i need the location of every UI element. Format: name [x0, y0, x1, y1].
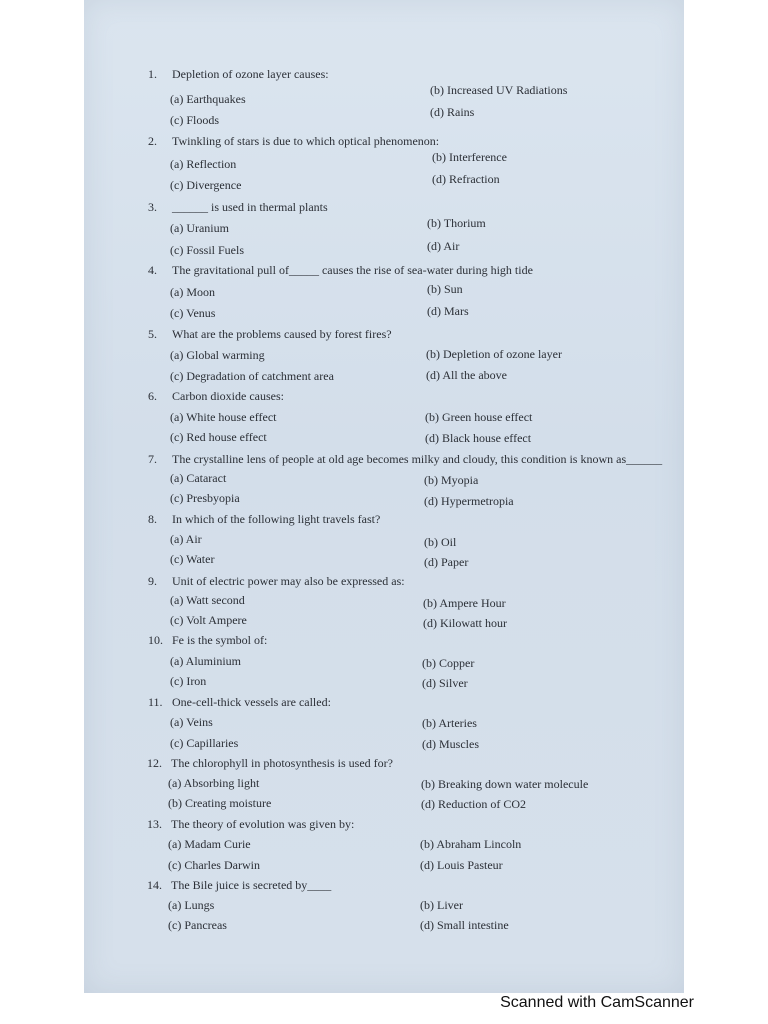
option-d: (d) Mars	[427, 304, 469, 318]
question-text: Unit of electric power may also be expressed as:	[172, 574, 405, 588]
question-number: 10.	[148, 633, 163, 647]
option-b: (b) Thorium	[427, 216, 486, 230]
option-b: (b) Copper	[422, 656, 475, 670]
question-7	[148, 452, 673, 466]
question-text: In which of the following light travels fast?	[172, 512, 381, 526]
question-text: The gravitational pull of_____ causes the rise of sea-water during high tide	[172, 263, 533, 277]
option-d: (d) Silver	[422, 676, 468, 690]
option-d: (d) Muscles	[422, 737, 479, 751]
option-c: (c) Capillaries	[170, 736, 239, 750]
question-text: Carbon dioxide causes:	[172, 389, 284, 403]
option-b: (b) Liver	[420, 898, 463, 912]
question-6	[148, 389, 673, 403]
option-a: (a) Lungs	[168, 898, 215, 912]
option-d: (d) Small intestine	[420, 918, 509, 932]
option-c: (c) Pancreas	[168, 918, 227, 932]
option-c: (c) Volt Ampere	[170, 613, 247, 627]
option-c: (c) Fossil Fuels	[170, 243, 245, 257]
option-b: (b) Increased UV Radiations	[430, 83, 568, 97]
question-number: 4.	[148, 263, 157, 277]
question-number: 2.	[148, 134, 157, 148]
option-d: (d) Kilowatt hour	[423, 616, 507, 630]
option-d: (d) Paper	[424, 555, 469, 569]
question-5	[148, 327, 673, 341]
option-b: (b) Ampere Hour	[423, 596, 506, 610]
option-a: (a) Watt second	[170, 593, 245, 607]
option-a: (a) White house effect	[170, 410, 277, 424]
option-a: (a) Cataract	[170, 471, 227, 485]
question-number: 8.	[148, 512, 157, 526]
option-d: (d) Refraction	[432, 172, 500, 186]
question-number: 14.	[147, 878, 162, 892]
question-3	[148, 200, 673, 214]
option-d: (d) Louis Pasteur	[420, 858, 503, 872]
option-c: (c) Charles Darwin	[168, 858, 260, 872]
question-text: The Bile juice is secreted by____	[171, 878, 332, 892]
option-b: (b) Myopia	[424, 473, 479, 487]
option-c: (c) Venus	[170, 306, 216, 320]
option-a: (a) Reflection	[170, 157, 237, 171]
option-b: (b) Breaking down water molecule	[421, 777, 589, 791]
question-number: 5.	[148, 327, 157, 341]
option-a: (a) Aluminium	[170, 654, 241, 668]
option-c: (c) Red house effect	[170, 430, 267, 444]
scanned-page	[84, 0, 684, 993]
option-d: (d) Hypermetropia	[424, 494, 514, 508]
question-text: The chlorophyll in photosynthesis is used for?	[171, 756, 393, 770]
question-number: 12.	[147, 756, 162, 770]
question-text: The crystalline lens of people at old age becomes milky and cloudy, this condition is known as______	[172, 452, 663, 466]
option-d: (d) Black house effect	[425, 431, 532, 445]
option-d: (d) Rains	[430, 105, 475, 119]
option-a: (a) Madam Curie	[168, 837, 251, 851]
option-a: (a) Air	[170, 532, 202, 546]
question-text: ______ is used in thermal plants	[172, 200, 328, 214]
option-b: (b) Depletion of ozone layer	[426, 347, 562, 361]
option-b: (b) Sun	[427, 282, 463, 296]
question-number: 6.	[148, 389, 157, 403]
question-text: Fe is the symbol of:	[172, 633, 268, 647]
question-number: 13.	[147, 817, 162, 831]
question-14	[147, 878, 672, 892]
question-12	[147, 756, 672, 770]
question-text: The theory of evolution was given by:	[171, 817, 355, 831]
question-9	[148, 574, 673, 588]
option-d: (d) All the above	[426, 368, 507, 382]
question-text: One-cell-thick vessels are called:	[172, 695, 331, 709]
option-b: (b) Interference	[432, 150, 507, 164]
question-number: 1.	[148, 67, 157, 81]
option-c: (c) Water	[170, 552, 215, 566]
question-10	[148, 633, 673, 647]
option-a: (a) Earthquakes	[170, 92, 246, 106]
option-b: (b) Oil	[424, 535, 457, 549]
question-text: Depletion of ozone layer causes:	[172, 67, 329, 81]
question-number: 7.	[148, 452, 157, 466]
option-a: (a) Global warming	[170, 348, 265, 362]
option-b: (b) Green house effect	[425, 410, 533, 424]
option-b: (b) Abraham Lincoln	[420, 837, 522, 851]
option-d: (d) Reduction of CO2	[421, 797, 526, 811]
option-c: (c) Degradation of catchment area	[170, 369, 334, 383]
question-4	[148, 263, 673, 277]
option-c: (b) Creating moisture	[168, 796, 272, 810]
option-a: (a) Uranium	[170, 221, 229, 235]
question-text: Twinkling of stars is due to which optical phenomenon:	[172, 134, 440, 148]
question-1	[148, 67, 673, 81]
camscanner-watermark: Scanned with CamScanner	[500, 994, 694, 1011]
question-number: 3.	[148, 200, 157, 214]
question-2	[148, 134, 673, 148]
question-13	[147, 817, 672, 831]
option-a: (a) Veins	[170, 715, 213, 729]
option-d: (d) Air	[427, 239, 460, 253]
option-a: (a) Absorbing light	[168, 776, 260, 790]
question-number: 11.	[148, 695, 163, 709]
option-c: (c) Presbyopia	[170, 491, 240, 505]
option-c: (c) Divergence	[170, 178, 242, 192]
option-c: (c) Floods	[170, 113, 219, 127]
option-b: (b) Arteries	[422, 716, 477, 730]
question-11	[148, 695, 673, 709]
option-c: (c) Iron	[170, 674, 207, 688]
question-8	[148, 512, 673, 526]
question-number: 9.	[148, 574, 157, 588]
option-a: (a) Moon	[170, 285, 215, 299]
question-text: What are the problems caused by forest fires?	[172, 327, 392, 341]
